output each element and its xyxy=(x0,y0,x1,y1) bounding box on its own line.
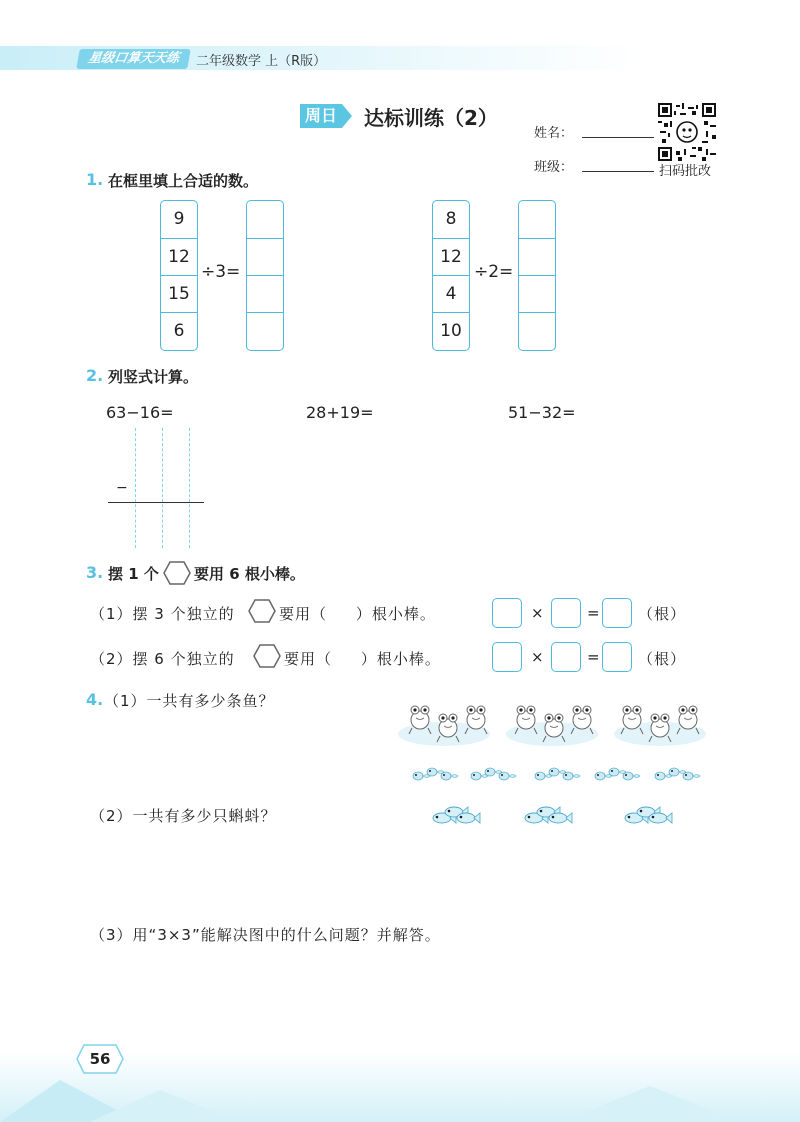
q3-text-part1: 摆 1 个 xyxy=(108,565,159,583)
q1-left-answer-box[interactable] xyxy=(247,201,283,238)
q1-left-answer-box[interactable] xyxy=(247,238,283,276)
q1-right-answer-column xyxy=(518,200,556,351)
q3-sub2-part2: 要用（ ）根小棒。 xyxy=(284,650,441,668)
q3-sub1-unit: （根） xyxy=(638,605,687,623)
q4-sub3: （3）用“3×3”能解决图中的什么问题？并解答。 xyxy=(90,926,441,944)
q1-right-value: 4 xyxy=(433,275,469,313)
q1-left-value: 15 xyxy=(161,275,197,313)
q2-text: 列竖式计算。 xyxy=(108,368,199,386)
q3-sub1-part2: 要用（ ）根小棒。 xyxy=(279,605,436,623)
q3-sub1-box-3[interactable] xyxy=(602,598,632,628)
hexagon-icon xyxy=(252,643,282,669)
q3-sub2-unit: （根） xyxy=(638,650,687,668)
q1-right-dividend-column xyxy=(432,200,470,351)
times-sign: × xyxy=(531,648,544,666)
q1-text: 在框里填上合适的数。 xyxy=(108,172,259,190)
q1-left-value: 6 xyxy=(161,312,197,350)
qr-caption: 扫码批改 xyxy=(659,164,712,179)
q3-number: 3. xyxy=(86,563,104,582)
q1-right-answer-box[interactable] xyxy=(519,275,555,313)
q1-right-value: 8 xyxy=(445,209,457,229)
q4-number: 4. xyxy=(86,690,104,709)
frogs-and-fish-illustration xyxy=(396,690,716,840)
q2-number: 2. xyxy=(86,366,104,385)
q3-text-part2: 要用 6 根小棒。 xyxy=(194,565,305,583)
q2-answer-line xyxy=(108,502,204,503)
qr-code-icon[interactable] xyxy=(658,103,716,161)
q1-right-value: 10 xyxy=(433,312,469,350)
q2-guide-line xyxy=(189,428,190,548)
q1-right-answer-box[interactable] xyxy=(519,238,555,276)
lily-pad-group-3 xyxy=(614,706,706,746)
equals-sign: = xyxy=(587,604,600,622)
book-title: 二年级数学 上（R版） xyxy=(196,54,327,69)
page-title: 达标训练（2） xyxy=(364,106,498,130)
q3-sub2-box-3[interactable] xyxy=(602,642,632,672)
q3-sub2-box-1[interactable] xyxy=(492,642,522,672)
q4-sub2: （2）一共有多少只蝌蚪？ xyxy=(90,807,277,825)
q4-sub1: （1）一共有多少条鱼？ xyxy=(104,692,275,710)
series-tag: 星级口算天天练 xyxy=(76,49,191,69)
q1-left-answer-box[interactable] xyxy=(247,312,283,350)
q2-guide-line xyxy=(135,428,136,548)
name-label: 姓名： xyxy=(534,126,574,141)
q1-left-answer-box[interactable] xyxy=(247,275,283,313)
q1-left-answer-column xyxy=(246,200,284,351)
day-badge: 周日 xyxy=(300,104,342,128)
fish-row xyxy=(433,807,672,823)
hexagon-icon xyxy=(162,560,192,586)
class-field[interactable] xyxy=(582,171,654,172)
hexagon-icon xyxy=(247,598,277,624)
q1-left-operator: ÷3= xyxy=(201,262,241,282)
tadpole-row xyxy=(413,768,700,780)
name-field[interactable] xyxy=(582,137,654,138)
q2-guide-line xyxy=(162,428,163,548)
q1-left-value: 9 xyxy=(173,209,185,229)
q3-sub1-part1: （1）摆 3 个独立的 xyxy=(90,605,235,623)
q3-sub1-box-1[interactable] xyxy=(492,598,522,628)
q2-expression-1: 63−16= xyxy=(106,403,174,422)
q1-left-dividend-column xyxy=(160,200,198,351)
q1-right-answer-box[interactable] xyxy=(519,312,555,350)
q1-number: 1. xyxy=(86,170,104,189)
q2-expression-3: 51−32= xyxy=(508,403,576,422)
lily-pad-group-2 xyxy=(506,706,598,746)
day-badge-arrow xyxy=(342,104,352,128)
q1-right-value: 12 xyxy=(433,238,469,276)
equals-sign: = xyxy=(587,648,600,666)
q1-right-operator: ÷2= xyxy=(474,262,514,282)
class-label: 班级： xyxy=(534,160,574,175)
q1-right-answer-box[interactable] xyxy=(519,201,555,238)
q3-sub2-part1: （2）摆 6 个独立的 xyxy=(90,650,235,668)
lily-pad-group-1 xyxy=(398,706,490,746)
q3-sub2-box-2[interactable] xyxy=(551,642,581,672)
q3-sub1-box-2[interactable] xyxy=(551,598,581,628)
q2-expression-2: 28+19= xyxy=(306,403,374,422)
q2-minus-sign: − xyxy=(116,480,128,496)
times-sign: × xyxy=(531,604,544,622)
page-number: 56 xyxy=(89,1050,111,1068)
q1-left-value: 12 xyxy=(161,238,197,276)
